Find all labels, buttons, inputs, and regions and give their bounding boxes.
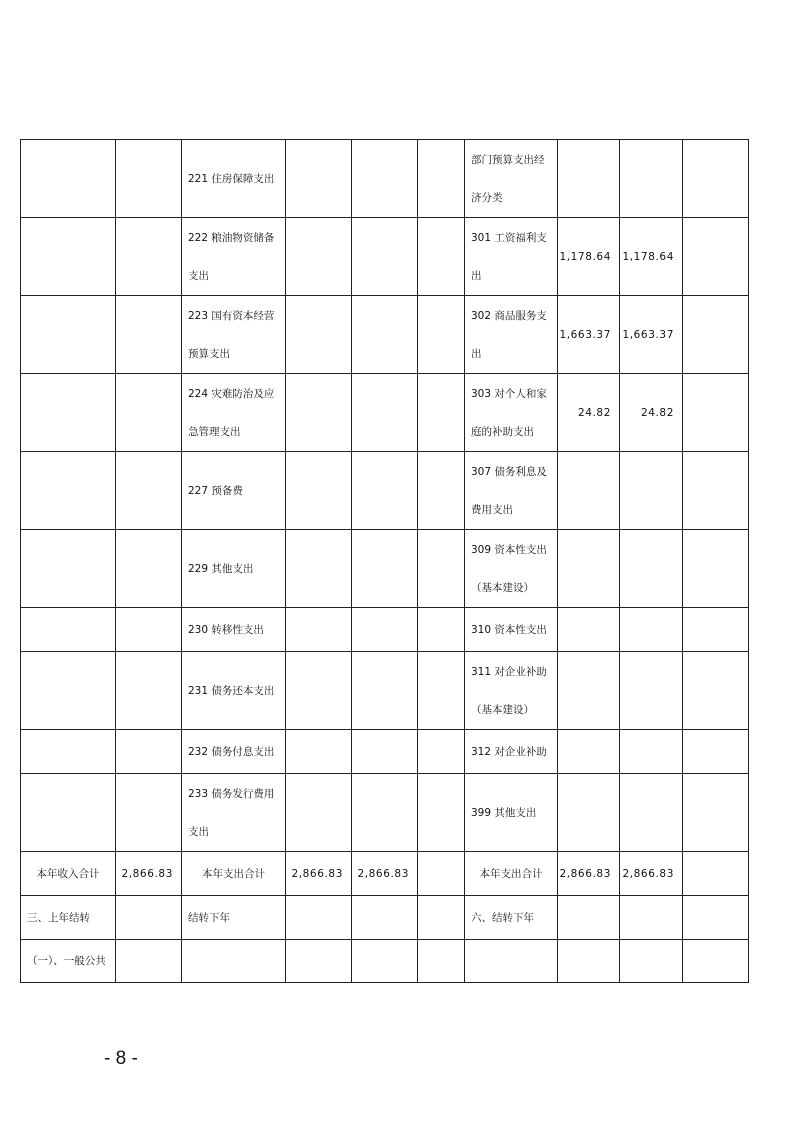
amount-cell [620,774,683,852]
empty-cell [683,774,749,852]
cell-line: 307 债务利息及 [471,465,547,478]
amount-cell: 1,178.64 [558,218,620,296]
cell-line: 302 商品服务支 [471,309,547,322]
cell-line: 支出 [188,825,209,838]
empty-cell [286,940,352,983]
cell-line: 230 转移性支出 [188,623,264,636]
empty-cell [21,608,116,652]
empty-cell [286,530,352,608]
empty-cell [683,852,749,896]
cell-line: （基本建设） [471,581,534,594]
empty-cell [683,652,749,730]
expense-total-value: 2,866.83 [286,852,352,896]
empty-cell [286,730,352,774]
general-public-row [21,940,749,983]
amount-cell: 1,663.37 [620,296,683,374]
amount-cell [620,608,683,652]
empty-cell [116,652,182,730]
economic-category-cell [465,774,558,852]
amount-cell [620,730,683,774]
empty-cell [116,530,182,608]
function-category-cell [182,774,286,852]
empty-cell [116,296,182,374]
empty-cell [352,730,418,774]
empty-cell [21,530,116,608]
amount-cell [558,608,620,652]
empty-cell [418,374,465,452]
economic-category-cell [465,374,558,452]
carry-next-year-label: 结转下年 [182,896,286,940]
empty-cell [352,774,418,852]
cell-line: 227 预备费 [188,484,243,497]
econ-total-label: 本年支出合计 [465,852,558,896]
empty-cell [116,452,182,530]
empty-cell [116,374,182,452]
empty-cell [286,374,352,452]
amount-cell [558,730,620,774]
empty-cell [352,296,418,374]
empty-cell [683,730,749,774]
cell-line: 221 住房保障支出 [188,172,275,185]
econ-total-value: 2,866.83 [558,852,620,896]
function-category-cell [182,296,286,374]
economic-category-cell [465,218,558,296]
income-total-label: 本年收入合计 [21,852,116,896]
empty-cell [558,896,620,940]
empty-cell [418,652,465,730]
empty-cell [21,374,116,452]
empty-cell [286,296,352,374]
amount-cell: 1,663.37 [558,296,620,374]
empty-cell [116,730,182,774]
empty-cell [116,608,182,652]
amount-cell [558,452,620,530]
carry-over-row [21,896,749,940]
empty-cell [352,452,418,530]
empty-cell [116,218,182,296]
empty-cell [558,940,620,983]
empty-cell [116,940,182,983]
empty-cell [620,940,683,983]
empty-cell [418,296,465,374]
general-public-label: （一）、一般公共 [21,940,116,983]
cell-line: （基本建设） [471,703,534,716]
empty-cell [352,218,418,296]
cell-line: 支出 [188,269,209,282]
cell-line: 出 [471,269,482,282]
cell-line: 312 对企业补助 [471,745,547,758]
economic-category-cell [465,608,558,652]
empty-cell [418,940,465,983]
function-category-cell [182,218,286,296]
cell-line: 222 粮油物资储备 [188,231,275,244]
amount-cell [620,140,683,218]
empty-cell [21,452,116,530]
cell-line: 232 债务付息支出 [188,745,275,758]
empty-cell [352,652,418,730]
economic-category-cell [465,652,558,730]
amount-cell [558,774,620,852]
empty-cell [21,218,116,296]
economic-category-cell [465,452,558,530]
cell-line: 311 对企业补助 [471,665,547,678]
empty-cell [352,896,418,940]
amount-cell [620,530,683,608]
empty-cell [465,940,558,983]
expense-total-value: 2,866.83 [352,852,418,896]
empty-cell [116,140,182,218]
empty-cell [21,774,116,852]
table-row [21,452,749,530]
amount-cell [558,652,620,730]
econ-carry-next-year-label: 六、结转下年 [465,896,558,940]
empty-cell [286,218,352,296]
empty-cell [683,374,749,452]
empty-cell [418,530,465,608]
cell-line: 231 债务还本支出 [188,684,275,697]
cell-line: 庭的补助支出 [471,425,534,438]
empty-cell [683,940,749,983]
table-row [21,140,749,218]
empty-cell [182,940,286,983]
function-category-cell [182,452,286,530]
empty-cell [683,452,749,530]
prior-year-carry-label: 三、上年结转 [21,896,116,940]
empty-cell [352,940,418,983]
econ-total-value: 2,866.83 [620,852,683,896]
empty-cell [418,608,465,652]
empty-cell [683,896,749,940]
cell-line: 部门预算支出经 [471,153,545,166]
empty-cell [21,652,116,730]
cell-line: 急管理支出 [188,425,241,438]
empty-cell [352,140,418,218]
cell-line: 303 对个人和家 [471,387,547,400]
empty-cell [286,452,352,530]
function-category-cell [182,652,286,730]
empty-cell [116,896,182,940]
empty-cell [21,296,116,374]
economic-category-cell [465,140,558,218]
cell-line: 233 债务发行费用 [188,787,275,800]
empty-cell [352,530,418,608]
empty-cell [418,774,465,852]
empty-cell [418,452,465,530]
empty-cell [286,896,352,940]
cell-line: 济分类 [471,191,503,204]
table-row [21,730,749,774]
empty-cell [286,608,352,652]
empty-cell [352,608,418,652]
empty-cell [683,608,749,652]
empty-cell [683,296,749,374]
amount-cell [558,530,620,608]
table-row [21,218,749,296]
empty-cell [418,140,465,218]
cell-line: 309 资本性支出 [471,543,547,556]
cell-line: 223 国有资本经营 [188,309,275,322]
empty-cell [683,140,749,218]
cell-line: 301 工资福利支 [471,231,547,244]
expense-total-label: 本年支出合计 [182,852,286,896]
empty-cell [286,652,352,730]
cell-line: 399 其他支出 [471,806,537,819]
cell-line: 310 资本性支出 [471,623,547,636]
economic-category-cell [465,530,558,608]
empty-cell [418,218,465,296]
function-category-cell [182,140,286,218]
function-category-cell [182,374,286,452]
empty-cell [418,730,465,774]
empty-cell [683,530,749,608]
income-total-value: 2,866.83 [116,852,182,896]
table-row [21,530,749,608]
function-category-cell [182,530,286,608]
table-row [21,774,749,852]
page-number: - 8 - [104,1048,138,1069]
amount-cell [558,140,620,218]
amount-cell [620,452,683,530]
totals-row [21,852,749,896]
empty-cell [286,774,352,852]
amount-cell [620,652,683,730]
table-row [21,608,749,652]
cell-line: 费用支出 [471,503,513,516]
function-category-cell [182,730,286,774]
cell-line: 224 灾难防治及应 [188,387,275,400]
cell-line: 出 [471,347,482,360]
empty-cell [683,218,749,296]
empty-cell [21,140,116,218]
economic-category-cell [465,296,558,374]
empty-cell [418,852,465,896]
empty-cell [418,896,465,940]
amount-cell: 1,178.64 [620,218,683,296]
cell-line: 预算支出 [188,347,230,360]
amount-cell: 24.82 [620,374,683,452]
table-row [21,652,749,730]
empty-cell [620,896,683,940]
cell-line: 229 其他支出 [188,562,254,575]
empty-cell [116,774,182,852]
empty-cell [352,374,418,452]
amount-cell: 24.82 [558,374,620,452]
table-row [21,296,749,374]
budget-table [20,139,749,983]
empty-cell [286,140,352,218]
empty-cell [21,730,116,774]
function-category-cell [182,608,286,652]
table-row [21,374,749,452]
economic-category-cell [465,730,558,774]
